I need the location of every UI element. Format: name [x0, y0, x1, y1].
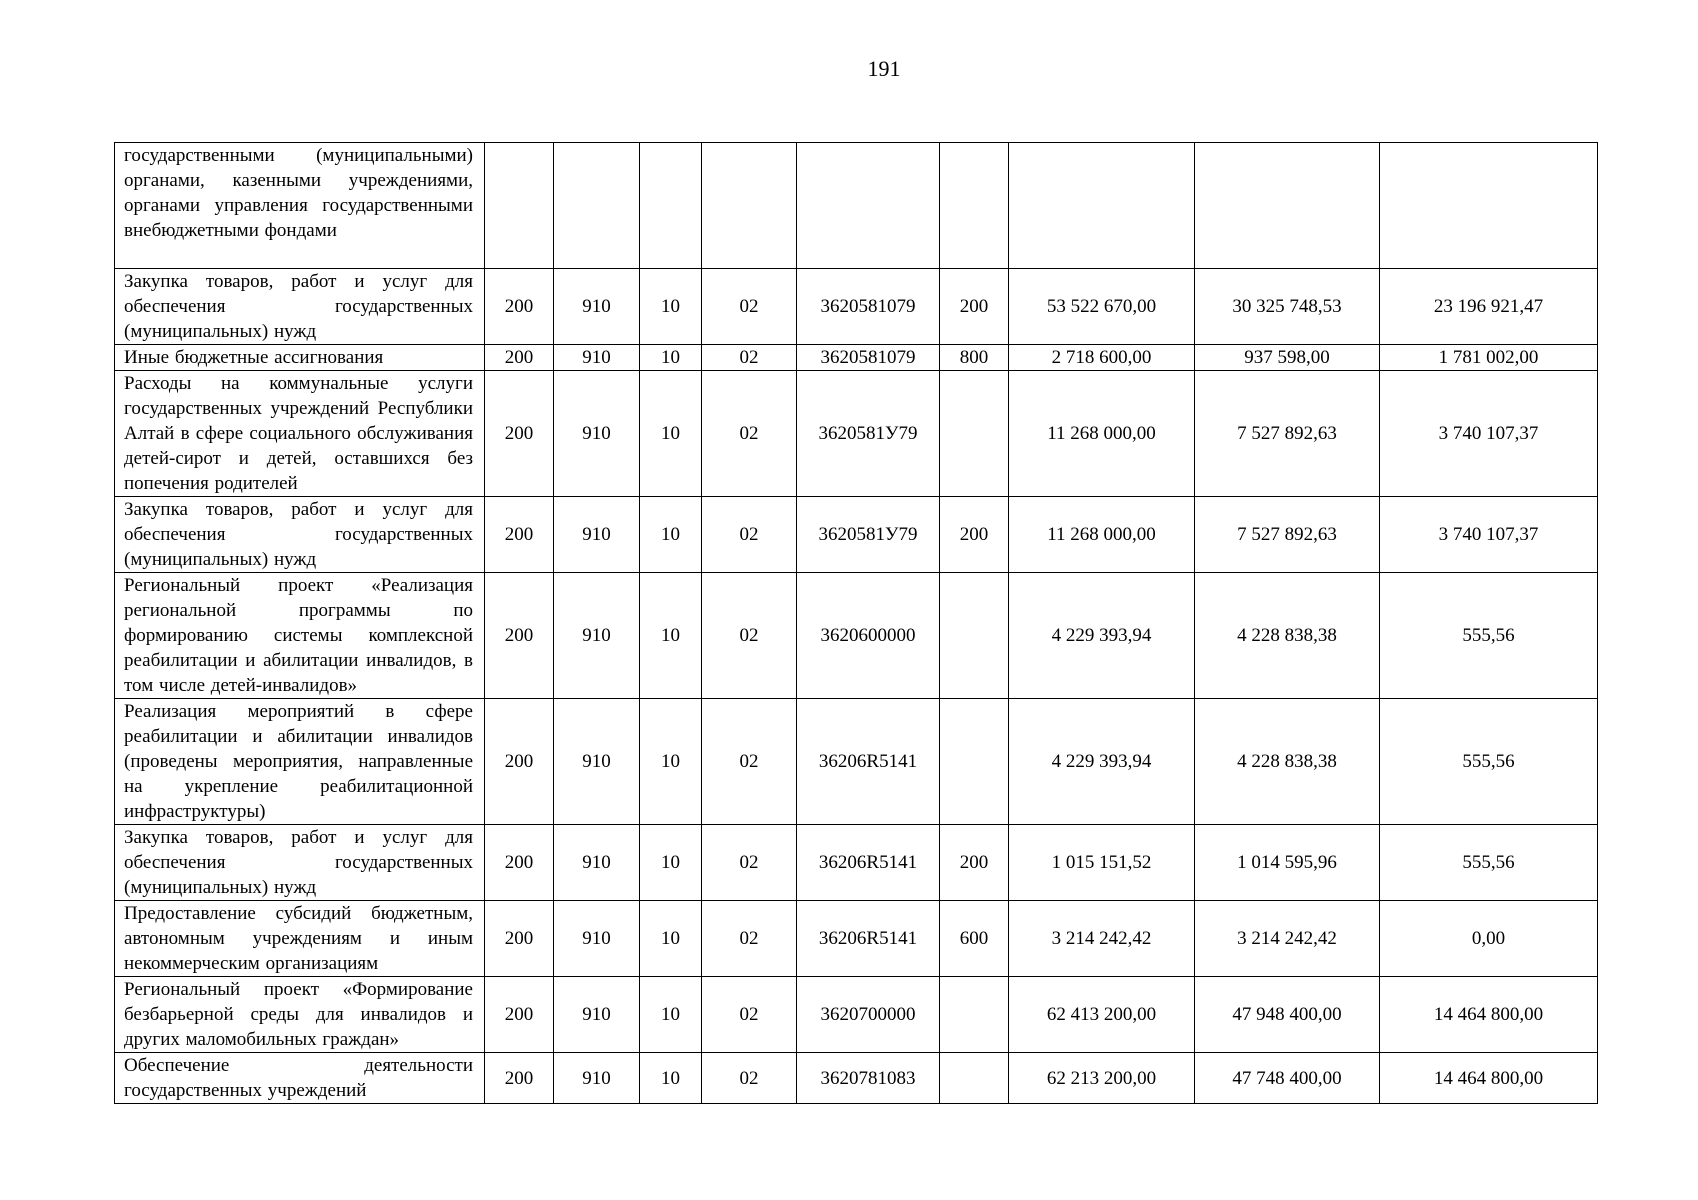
cell-code-2: 910	[554, 371, 640, 497]
cell-code-5: 3620581У79	[797, 497, 940, 573]
cell-sum-1: 62 413 200,00	[1009, 977, 1195, 1053]
cell-code-6	[940, 1053, 1009, 1104]
cell-code-4: 02	[702, 497, 797, 573]
cell-code-4: 02	[702, 699, 797, 825]
cell-code-2: 910	[554, 825, 640, 901]
cell-sum-3: 23 196 921,47	[1380, 269, 1598, 345]
cell-sum-2: 937 598,00	[1195, 345, 1380, 371]
cell-code-5: 36206R5141	[797, 901, 940, 977]
cell-sum-2: 47 948 400,00	[1195, 977, 1380, 1053]
cell-code-1: 200	[485, 977, 554, 1053]
cell-sum-1: 3 214 242,42	[1009, 901, 1195, 977]
cell-sum-3: 3 740 107,37	[1380, 371, 1598, 497]
cell-sum-3: 555,56	[1380, 699, 1598, 825]
cell-code-5: 3620581079	[797, 345, 940, 371]
cell-sum-2: 1 014 595,96	[1195, 825, 1380, 901]
row-name: Обеспечение деятельности государственных учреждений	[115, 1053, 485, 1104]
cell-code-2: 910	[554, 977, 640, 1053]
cell-code-1: 200	[485, 1053, 554, 1104]
cell-sum-1: 4 229 393,94	[1009, 573, 1195, 699]
cell-code-3: 10	[640, 1053, 702, 1104]
cell-code-5: 3620600000	[797, 573, 940, 699]
cell-code-1	[485, 143, 554, 269]
row-name: государственными (муниципальными) органами, казенными учреждениями, органами управления государственными внебюджетными фондами	[115, 143, 485, 269]
cell-sum-1: 2 718 600,00	[1009, 345, 1195, 371]
cell-code-4	[702, 143, 797, 269]
cell-code-2: 910	[554, 699, 640, 825]
cell-sum-2: 7 527 892,63	[1195, 497, 1380, 573]
cell-sum-2: 47 748 400,00	[1195, 1053, 1380, 1104]
cell-sum-2: 4 228 838,38	[1195, 699, 1380, 825]
cell-sum-1	[1009, 143, 1195, 269]
cell-code-1: 200	[485, 825, 554, 901]
cell-code-2: 910	[554, 497, 640, 573]
table-row	[115, 977, 1598, 1053]
cell-code-1: 200	[485, 371, 554, 497]
cell-sum-1: 53 522 670,00	[1009, 269, 1195, 345]
cell-code-3: 10	[640, 345, 702, 371]
cell-code-3: 10	[640, 825, 702, 901]
cell-code-3: 10	[640, 699, 702, 825]
cell-code-1: 200	[485, 345, 554, 371]
cell-sum-3: 14 464 800,00	[1380, 1053, 1598, 1104]
cell-code-6	[940, 699, 1009, 825]
page-number: 191	[867, 56, 901, 81]
cell-code-2	[554, 143, 640, 269]
cell-sum-3: 0,00	[1380, 901, 1598, 977]
cell-code-2: 910	[554, 269, 640, 345]
table-row	[115, 371, 1598, 497]
cell-code-3: 10	[640, 371, 702, 497]
cell-code-5: 3620781083	[797, 1053, 940, 1104]
cell-code-4: 02	[702, 269, 797, 345]
cell-code-2: 910	[554, 345, 640, 371]
cell-code-4: 02	[702, 825, 797, 901]
row-name: Реализация мероприятий в сфере реабилитации и абилитации инвалидов (проведены мероприятия, направленные на укрепление реабилитационной инфраструктуры)	[115, 699, 485, 825]
cell-sum-3: 14 464 800,00	[1380, 977, 1598, 1053]
cell-sum-3	[1380, 143, 1598, 269]
cell-code-5: 3620700000	[797, 977, 940, 1053]
cell-code-5: 36206R5141	[797, 825, 940, 901]
cell-code-6: 600	[940, 901, 1009, 977]
cell-sum-3: 1 781 002,00	[1380, 345, 1598, 371]
cell-sum-3: 555,56	[1380, 825, 1598, 901]
cell-code-3: 10	[640, 497, 702, 573]
row-name: Закупка товаров, работ и услуг для обеспечения государственных (муниципальных) нужд	[115, 269, 485, 345]
cell-sum-2	[1195, 143, 1380, 269]
table-row	[115, 345, 1598, 371]
cell-code-5: 3620581079	[797, 269, 940, 345]
cell-code-1: 200	[485, 901, 554, 977]
cell-sum-1: 4 229 393,94	[1009, 699, 1195, 825]
cell-code-5: 3620581У79	[797, 371, 940, 497]
cell-code-6	[940, 371, 1009, 497]
cell-code-2: 910	[554, 1053, 640, 1104]
cell-code-6: 800	[940, 345, 1009, 371]
cell-code-4: 02	[702, 901, 797, 977]
table-row	[115, 825, 1598, 901]
cell-code-5	[797, 143, 940, 269]
table-row	[115, 699, 1598, 825]
cell-code-2: 910	[554, 901, 640, 977]
cell-code-3	[640, 143, 702, 269]
cell-code-4: 02	[702, 371, 797, 497]
cell-code-6	[940, 573, 1009, 699]
row-name: Региональный проект «Формирование безбарьерной среды для инвалидов и других маломобильных граждан»	[115, 977, 485, 1053]
cell-code-6: 200	[940, 825, 1009, 901]
cell-code-6	[940, 143, 1009, 269]
cell-sum-1: 11 268 000,00	[1009, 497, 1195, 573]
cell-code-6: 200	[940, 269, 1009, 345]
table-row	[115, 573, 1598, 699]
table-row	[115, 1053, 1598, 1104]
cell-sum-3: 3 740 107,37	[1380, 497, 1598, 573]
cell-sum-1: 62 213 200,00	[1009, 1053, 1195, 1104]
cell-code-1: 200	[485, 573, 554, 699]
cell-code-1: 200	[485, 699, 554, 825]
cell-code-3: 10	[640, 573, 702, 699]
cell-sum-1: 1 015 151,52	[1009, 825, 1195, 901]
cell-code-3: 10	[640, 977, 702, 1053]
cell-code-1: 200	[485, 497, 554, 573]
cell-code-4: 02	[702, 977, 797, 1053]
cell-code-6	[940, 977, 1009, 1053]
cell-code-4: 02	[702, 573, 797, 699]
row-name: Закупка товаров, работ и услуг для обеспечения государственных (муниципальных) нужд	[115, 825, 485, 901]
table-row	[115, 143, 1598, 269]
cell-code-6: 200	[940, 497, 1009, 573]
cell-sum-3: 555,56	[1380, 573, 1598, 699]
row-name: Расходы на коммунальные услуги государственных учреждений Республики Алтай в сфере социального обслуживания детей-сирот и детей, оставшихся без попечения родителей	[115, 371, 485, 497]
cell-code-2: 910	[554, 573, 640, 699]
row-name: Закупка товаров, работ и услуг для обеспечения государственных (муниципальных) нужд	[115, 497, 485, 573]
cell-code-5: 36206R5141	[797, 699, 940, 825]
row-name: Региональный проект «Реализация региональной программы по формированию системы комплексной реабилитации и абилитации инвалидов, в том числе детей-инвалидов»	[115, 573, 485, 699]
cell-sum-2: 3 214 242,42	[1195, 901, 1380, 977]
cell-sum-2: 30 325 748,53	[1195, 269, 1380, 345]
cell-code-4: 02	[702, 345, 797, 371]
table-row	[115, 901, 1598, 977]
cell-code-3: 10	[640, 901, 702, 977]
cell-code-1: 200	[485, 269, 554, 345]
cell-code-3: 10	[640, 269, 702, 345]
budget-table	[114, 142, 1598, 1104]
table-row	[115, 269, 1598, 345]
cell-code-4: 02	[702, 1053, 797, 1104]
row-name: Иные бюджетные ассигнования	[115, 345, 485, 371]
table-row	[115, 497, 1598, 573]
cell-sum-2: 4 228 838,38	[1195, 573, 1380, 699]
cell-sum-2: 7 527 892,63	[1195, 371, 1380, 497]
cell-sum-1: 11 268 000,00	[1009, 371, 1195, 497]
row-name: Предоставление субсидий бюджетным, автономным учреждениям и иным некоммерческим организациям	[115, 901, 485, 977]
